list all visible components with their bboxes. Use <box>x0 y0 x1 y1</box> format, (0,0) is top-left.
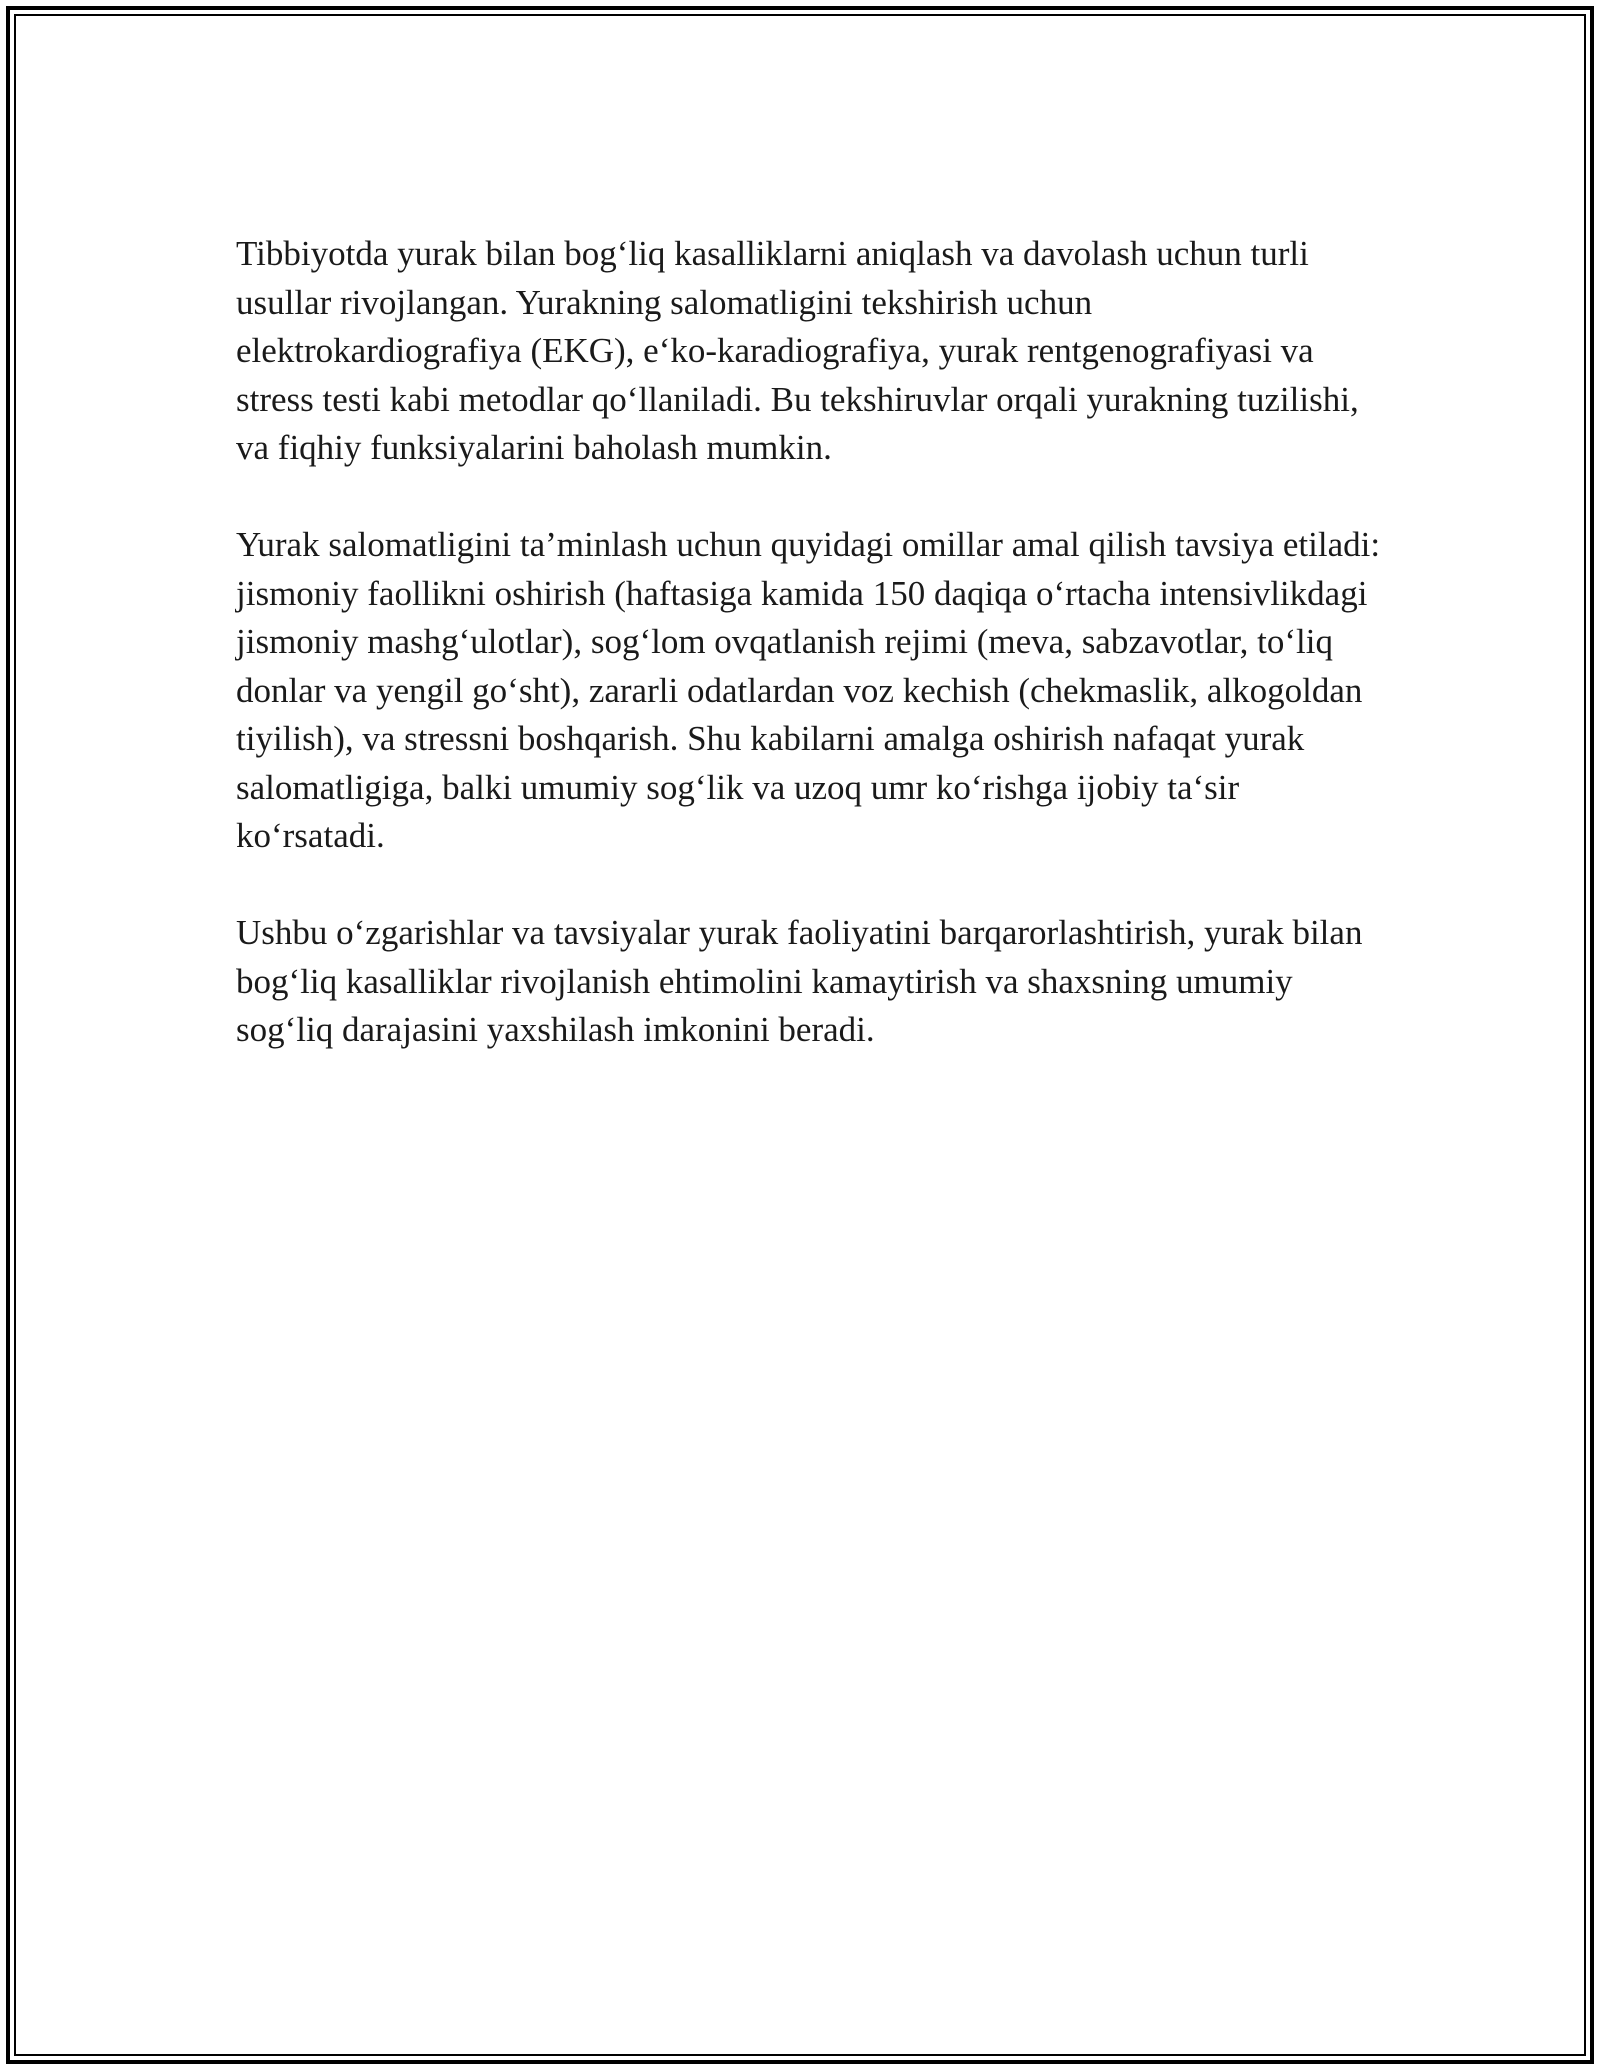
paragraph-conclusion: Ushbu o‘zgarishlar va tavsiyalar yurak faoliyatini barqarorlashtirish, yurak bilan bog‘liq kasalliklar rivojlanish ehtimolini kamaytirish va shaxsning umumiy sog‘liq darajasini yaxshilash imkonini beradi. <box>236 913 1363 1049</box>
paragraph-recommendations: Yurak salomatligini ta’minlash uchun quyidagi omillar amal qilish tavsiya etiladi: jismoniy faollikni oshirish (haftasiga kamida 150 daqiqa o‘rtacha intensivlikdagi jismoniy mashg‘ulotlar), sog‘lom ovqatlanish rejimi (meva, sabzavotlar, to‘liq donlar va yengil go‘sht), zararli odatlardan voz kechish (chekmaslik, alkogoldan tiyilish), va stressni boshqarish. Shu kabilarni amalga oshirish nafaqat yurak salomatligiga, balki umumiy sog‘lik va uzoq umr ko‘rishga ijobiy ta‘sir ko‘rsatadi. <box>236 525 1381 855</box>
paragraph-diagnostics: Tibbiyotda yurak bilan bog‘liq kasalliklarni aniqlash va davolash uchun turli usullar rivojlangan. Yurakning salomatligini tekshirish uchun elektrokardiografiya (EKG), e‘ko-karadiografiya, yurak rentgenografiyasi va stress testi kabi metodlar qo‘llaniladi. Bu tekshiruvlar orqali yurakning tuzilishi, va fiqhiy funksiyalarini baholash mumkin. <box>236 234 1359 467</box>
document-body <box>236 230 1386 1103</box>
